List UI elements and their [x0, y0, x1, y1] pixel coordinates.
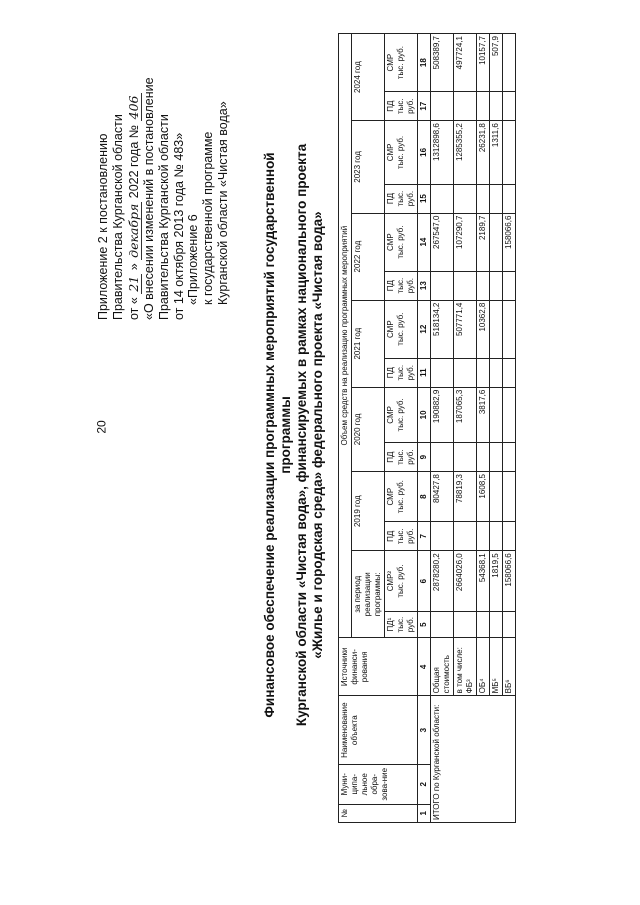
smr-2024-cell: 507,9 [490, 34, 503, 92]
pd-2021-cell [431, 358, 454, 387]
smr-2021-cell [503, 300, 516, 358]
colnum-10: 10 [418, 387, 431, 442]
pd-total-cell [454, 611, 477, 637]
colnum-18: 18 [418, 34, 431, 92]
pd-2019-cell [490, 522, 503, 551]
date-month: декабря [126, 203, 141, 258]
header-line-4: «О внесении изменений в постановление [142, 77, 156, 320]
header-row-1 [339, 34, 352, 823]
colnum-12: 12 [418, 300, 431, 358]
pd-2019-cell [477, 522, 490, 551]
pd-total-header: ПД¹ тыс. руб. [385, 611, 418, 637]
smr-2024-cell: 508389,7 [431, 34, 454, 92]
appendix-line-3: Курганской области «Чистая вода» [216, 101, 230, 305]
document-title [262, 115, 326, 755]
colnum-3: 3 [418, 696, 431, 765]
pd-2021-cell [477, 358, 490, 387]
smr-2024-cell: 10157,7 [477, 34, 490, 92]
colnum-1: 1 [418, 804, 431, 822]
smr-2020-cell [503, 387, 516, 442]
period-total-header: за период реализации программы: [352, 551, 385, 638]
appendix-block [186, 101, 231, 305]
source-cell: ВБ⁶ [503, 638, 516, 696]
smr-total-cell: 2664026,0 [454, 551, 477, 612]
smr-2020-cell [490, 387, 503, 442]
header-line-2: Правительства Курганской области [111, 114, 125, 320]
pd-2022-header: ПД тыс. руб. [385, 271, 418, 300]
smr-2019-cell [503, 472, 516, 522]
year-2024-header: 2024 год [352, 34, 385, 121]
page-number: 20 [94, 420, 109, 434]
smr-2023-cell: 1312898,6 [431, 121, 454, 184]
year-2021-header: 2021 год [352, 300, 385, 387]
year-2019-header: 2019 год [352, 472, 385, 551]
smr-2023-cell: 1285355,2 [454, 121, 477, 184]
pd-2023-cell [477, 184, 490, 213]
pd-2022-cell [454, 271, 477, 300]
smr-2022-cell: 2189,7 [477, 213, 490, 271]
pd-total-cell [431, 611, 454, 637]
pd-2022-cell [490, 271, 503, 300]
pd-total-cell [477, 611, 490, 637]
smr-2019-header: СМР тыс. руб. [385, 472, 418, 522]
pd-2023-cell [490, 184, 503, 213]
smr-total-cell: 2878280,2 [431, 551, 454, 612]
colnum-13: 13 [418, 271, 431, 300]
pd-2020-header: ПД тыс. руб. [385, 443, 418, 472]
colnum-17: 17 [418, 92, 431, 121]
smr-2019-cell: 78819,3 [454, 472, 477, 522]
pd-2021-cell [503, 358, 516, 387]
smr-total-header: СМР² тыс. руб. [385, 551, 418, 612]
smr-2023-cell: 26231,8 [477, 121, 490, 184]
pd-total-cell [490, 611, 503, 637]
date-prefix: от « [127, 297, 141, 320]
smr-2019-cell [490, 472, 503, 522]
pd-2023-cell [431, 184, 454, 213]
smr-2022-cell: 107290,7 [454, 213, 477, 271]
pd-2020-cell [431, 443, 454, 472]
appendix-line-2: к государственной программе [201, 131, 215, 305]
including-label: в том числе: [455, 647, 464, 694]
financing-table [338, 33, 516, 823]
smr-2023-cell [503, 121, 516, 184]
colnum-2: 2 [418, 764, 431, 804]
colnum-8: 8 [418, 472, 431, 522]
appendix-line-1: «Приложение 6 [186, 214, 200, 305]
col-sources: Источники финанси-рования [339, 638, 418, 696]
pd-2024-cell [431, 92, 454, 121]
col-object: Наименование объекта [339, 696, 418, 765]
header-line-3 [126, 0, 142, 320]
pd-2019-cell [454, 522, 477, 551]
smr-2020-header: СМР тыс. руб. [385, 387, 418, 442]
pd-2023-cell [454, 184, 477, 213]
smr-2021-cell [490, 300, 503, 358]
year-2020-header: 2020 год [352, 387, 385, 471]
pd-2022-cell [477, 271, 490, 300]
year-2022-header: 2022 год [352, 213, 385, 300]
table-row [431, 34, 454, 823]
pd-2024-header: ПД тыс. руб. [385, 92, 418, 121]
pd-2021-header: ПД тыс. руб. [385, 358, 418, 387]
smr-2022-header: СМР тыс. руб. [385, 213, 418, 271]
pd-2020-cell [454, 443, 477, 472]
smr-2021-cell: 518134,2 [431, 300, 454, 358]
pd-2022-cell [503, 271, 516, 300]
total-label: ИТОГО по Курганской области: [431, 696, 516, 823]
pd-2020-cell [490, 443, 503, 472]
smr-2019-cell: 1608,5 [477, 472, 490, 522]
resolution-number: 406 [126, 95, 141, 120]
colnum-15: 15 [418, 184, 431, 213]
title-line-1: Финансовое обеспечение реализации программных мероприятий государственной программы [262, 152, 293, 718]
smr-2024-cell: 497724,1 [454, 34, 477, 92]
pd-2021-cell [454, 358, 477, 387]
source-cell: в том числе: ФБ³ [454, 638, 477, 696]
col-volume: Объем средств на реализацию программных мероприятий [339, 34, 352, 638]
smr-2024-cell [503, 34, 516, 92]
colnum-14: 14 [418, 213, 431, 271]
smr-2022-cell [490, 213, 503, 271]
colnum-5: 5 [418, 611, 431, 637]
smr-2021-cell: 10362,8 [477, 300, 490, 358]
title-line-3: «Жилье и городская среда» федерального проекта «Чистая вода» [310, 211, 325, 659]
pd-2021-cell [490, 358, 503, 387]
pd-2019-cell [431, 522, 454, 551]
header-line-6: от 14 октября 2013 года № 483» [172, 132, 186, 320]
smr-2022-cell: 267547,0 [431, 213, 454, 271]
pd-2020-cell [503, 443, 516, 472]
pd-2019-header: ПД тыс. руб. [385, 522, 418, 551]
smr-2022-cell: 158066,6 [503, 213, 516, 271]
pd-2024-cell [490, 92, 503, 121]
source-cell: МБ⁵ [490, 638, 503, 696]
pd-total-cell [503, 611, 516, 637]
pd-2019-cell [503, 522, 516, 551]
smr-total-cell: 158066,6 [503, 551, 516, 612]
pd-2023-cell [503, 184, 516, 213]
colnum-11: 11 [418, 358, 431, 387]
pd-2022-cell [431, 271, 454, 300]
smr-2023-cell: 1311,6 [490, 121, 503, 184]
date-mid: » [127, 263, 141, 271]
source-cell: Общая стоимость [431, 638, 454, 696]
colnum-4: 4 [418, 638, 431, 696]
year-2023-header: 2023 год [352, 121, 385, 213]
header-line-5: Правительства Курганской области [157, 114, 171, 320]
smr-2020-cell: 187065,3 [454, 387, 477, 442]
date-day: 21 [126, 275, 141, 292]
col-municipality: Муни-ципа-льное обра-зова-ние [339, 764, 418, 804]
smr-total-cell: 1819,5 [490, 551, 503, 612]
smr-2020-cell: 3817,6 [477, 387, 490, 442]
colnum-7: 7 [418, 522, 431, 551]
pd-2024-cell [477, 92, 490, 121]
smr-2019-cell: 80427,8 [431, 472, 454, 522]
col-no: № [339, 804, 418, 822]
date-suffix: 2022 года № [127, 124, 141, 199]
source-cell: ОБ⁴ [477, 638, 490, 696]
pd-2023-header: ПД тыс. руб. [385, 184, 418, 213]
colnum-6: 6 [418, 551, 431, 612]
smr-2024-header: СМР тыс. руб. [385, 34, 418, 92]
smr-2021-header: СМР тыс. руб. [385, 300, 418, 358]
smr-2021-cell: 507771,4 [454, 300, 477, 358]
smr-2020-cell: 190882,9 [431, 387, 454, 442]
pd-2024-cell [503, 92, 516, 121]
colnum-9: 9 [418, 443, 431, 472]
smr-2023-header: СМР тыс. руб. [385, 121, 418, 184]
colnum-16: 16 [418, 121, 431, 184]
pd-2024-cell [454, 92, 477, 121]
smr-total-cell: 54368,1 [477, 551, 490, 612]
resolution-header [96, 0, 187, 320]
title-line-2: Курганской области «Чистая вода», финансируемых в рамках национального проекта [294, 143, 309, 727]
column-number-row [418, 34, 431, 823]
pd-2020-cell [477, 443, 490, 472]
header-line-1: Приложение 2 к постановлению [96, 133, 110, 320]
